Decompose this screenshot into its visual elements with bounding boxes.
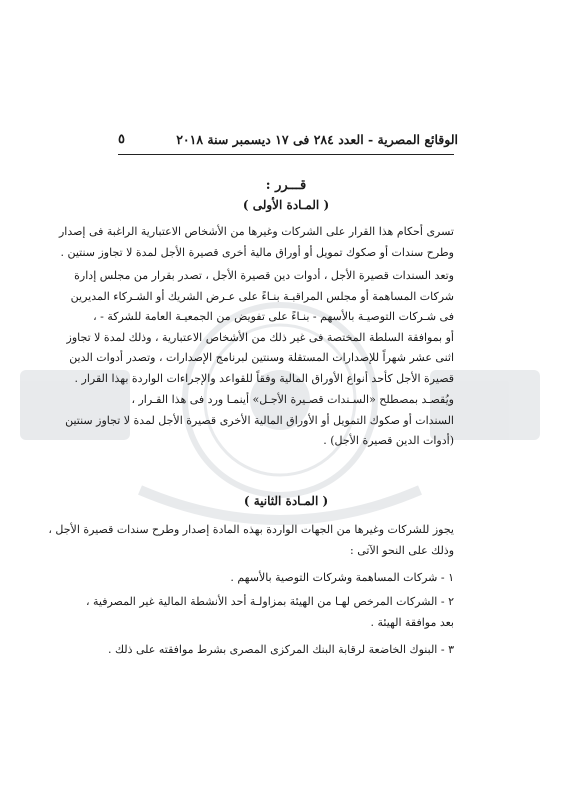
article-2-item-1: [118, 568, 454, 589]
article-2-paragraph-1: [48, 520, 454, 561]
text-line: وذلك على النحو الآتى :: [350, 543, 454, 557]
list-item: ١ - شركات المساهمة وشركات التوصية بالأسهم .: [230, 571, 454, 584]
article-1-paragraph-1: [58, 222, 454, 263]
article-2-item-2: [85, 592, 454, 633]
article-1-paragraph-3: [65, 390, 454, 452]
article-1-paragraph-2: [66, 266, 454, 390]
text-line: أو بموافقة السلطة المختصة فى غير ذلك من الأشخاص الاعتبارية ، وذلك لمدة لا تجاوز: [66, 330, 454, 344]
text-line: ويُقصـد بمصطلح «السـندات قصـيرة الأجـل» أينمـا ورد فى هذا القـرار ،: [131, 393, 454, 406]
text-line: يجوز للشركات وغيرها من الجهات الواردة بهذه المادة إصدار وطرح سندات قصيرة الأجل ،: [48, 523, 454, 536]
text-line: فى شـركات التوصيـة بالأسهم - بنـاءً على تفويض من الجمعيـة العامة للشركة - ،: [93, 310, 454, 324]
text-line: تسرى أحكام هذا القرار على الشركات وغيرها من الأشخاص الاعتبارية الراغبة فى إصدار: [58, 225, 454, 238]
text-line: وطرح سندات أو صكوك تمويل أو أوراق مالية أخرى قصيرة الأجل لمدة لا تجاوز سنتين .: [60, 245, 454, 259]
article-2-heading: ( المـادة الثانية ): [243, 494, 329, 508]
text-line: شركات المساهمة أو مجلس المراقبـة بنـاءً على عـرض الشريك أو الشـركاء المديرين: [70, 289, 454, 303]
list-item: ٣ - البنوك الخاضعة لرقابة البنك المركزى المصرى بشرط موافقته على ذلك .: [107, 643, 454, 656]
page-number: ٥: [118, 132, 125, 147]
running-header: الوقائع المصرية - العدد ٢٨٤ فى ١٧ ديسمبر سنة ٢٠١٨: [176, 132, 458, 147]
header-rule: [118, 154, 454, 155]
text-line: وتعد السندات قصيرة الأجل ، أدوات دين قصيرة الأجل ، تصدر بقرار من مجلس إدارة: [74, 269, 454, 282]
list-item-continuation: بعد موافقة الهيئة .: [370, 615, 454, 629]
text-line: اثنى عشر شهراً للإصدارات المستقلة وسنتين لبرنامج الإصدارات ، وتصدر أدوات الدين: [69, 351, 454, 365]
article-2-item-3: [107, 640, 454, 661]
text-line: السندات أو صكوك التمويل أو الأوراق المالية الأخرى قصيرة الأجل لمدة لا تجاوز سنتين: [65, 413, 454, 427]
text-line: (أدوات الدين قصيرة الأجل) .: [323, 434, 454, 448]
list-item: ٢ - الشركات المرخص لهـا من الهيئة بمزاولـة أحد الأنشطة المالية غير المصرفية ،: [85, 595, 454, 608]
decree-title: قـــرر :: [265, 178, 307, 193]
text-line: قصيرة الأجل كأحد أنواع الأوراق المالية وفقاً للقواعد والإجراءات الواردة بهذا القرار .: [74, 371, 454, 385]
article-1-heading: ( المـادة الأولى ): [242, 198, 330, 212]
